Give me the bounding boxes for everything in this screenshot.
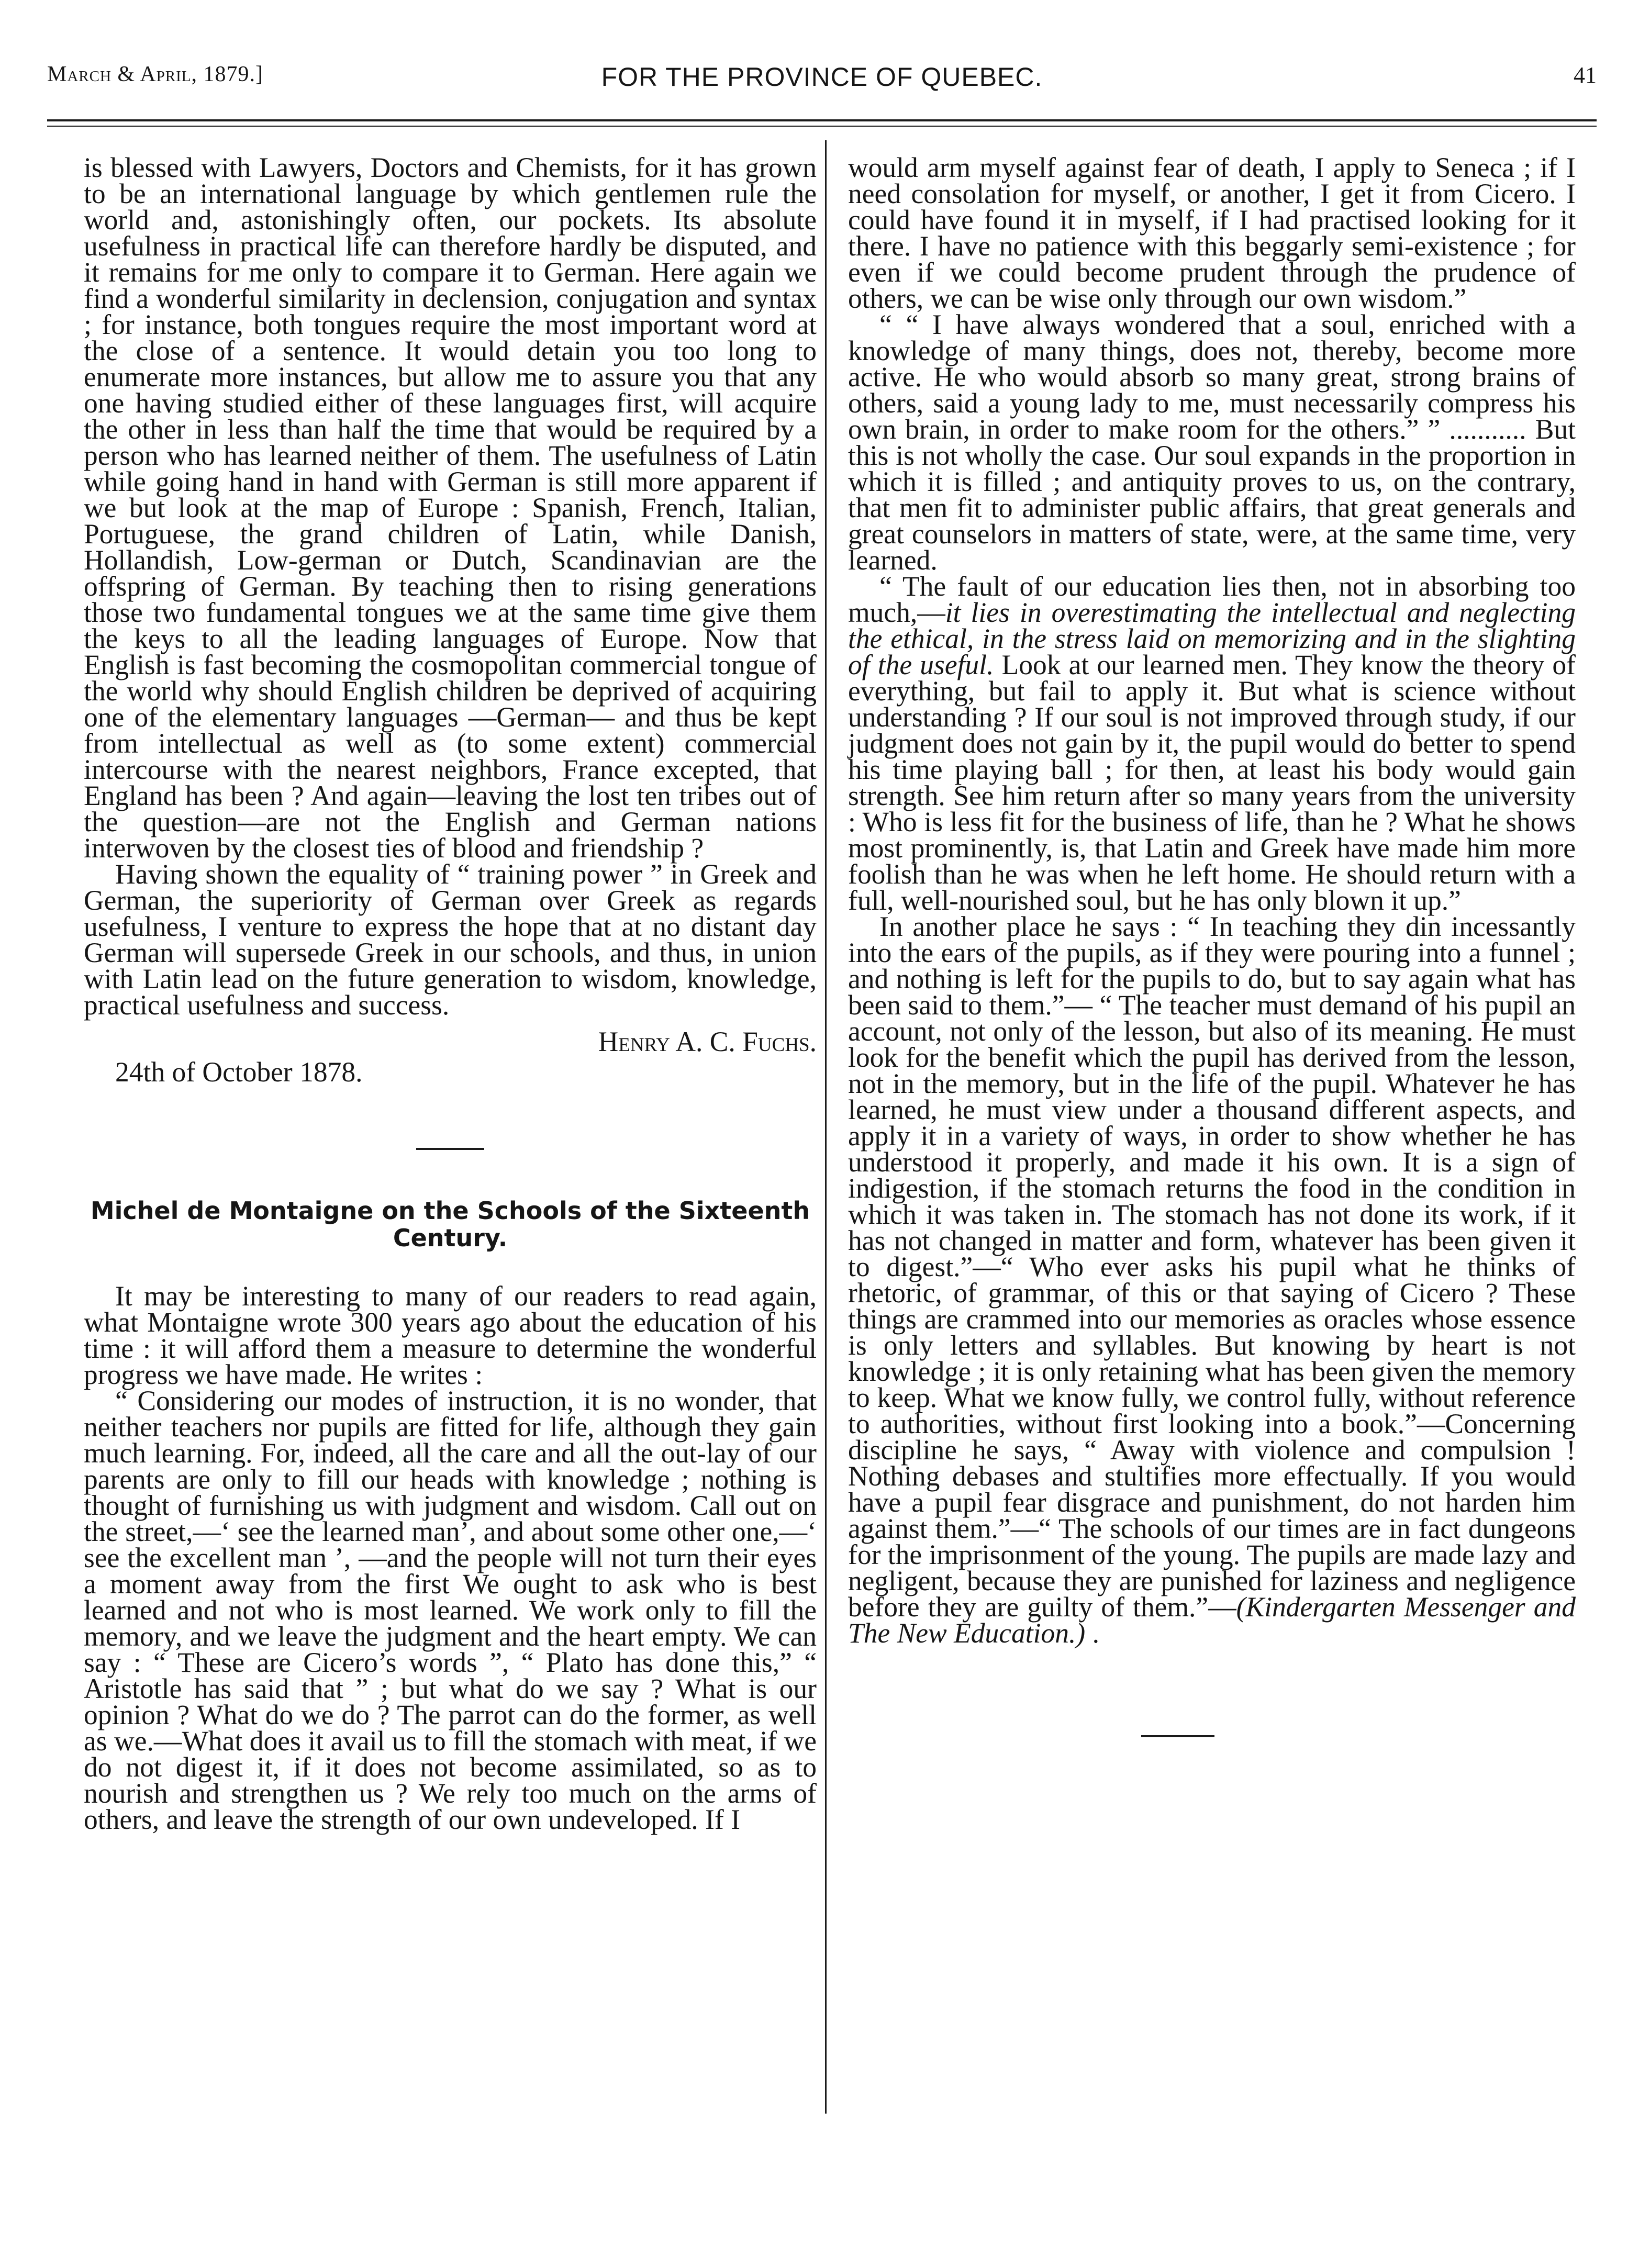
page-header — [47, 62, 1597, 109]
article-title: Michel de Montaigne on the Schools of the Sixteenth Century. — [90, 1197, 810, 1252]
end-divider — [1141, 1735, 1214, 1737]
paragraph-text: “ The fault of our education lies then, not in absorbing too much,— — [848, 571, 1576, 628]
body-paragraph — [848, 911, 1576, 1649]
page-number: 41 — [1574, 62, 1597, 88]
paragraph-text: Look at our learned men. They know the theory of everything, but fail to apply it. But what is science without understanding ? If our soul is not improved through study, if our judgment does not gain by it, the pupil would do better to spend his time playing ball ; for then, at least his body would gain strength. See him return after so many years from the university : Who is less fit for the business of life, than he ? What he shows most prominently, is, that Latin and Greek have made him more foolish than he was when he left home. He should return with a full, well-nourished soul, but he has only blown it up.” — [848, 649, 1576, 916]
body-paragraph: “ “ I have always wondered that a soul, enriched with a knowledge of many things, does not, thereby, become more active. He who would absorb so many great, strong brains of others, said a young lady to me, must necessarily compress his own brain, in order to make room for the others.” ” ........... But this is not wholly the case. Our soul expands in the proportion in which it is filled ; and antiquity proves to us, on the contrary, that men fit to administer public affairs, that great generals and great counselors in matters of state, were, at the same time, very learned. — [848, 309, 1576, 576]
citation-end: . — [1085, 1617, 1099, 1649]
paragraph-text: In another place he says : “ In teaching they din incessantly into the ears of the pupils, as if they were pouring into a funnel ; and nothing is left for the pupils to do, but to say again what has been said to them.”— “ The teacher must demand of his pupil an account, not only of the lesson, but also of its meaning. He must look for the benefit which the pupil has derived from the lesson, not in the memory, but in the life of the pupil. Whatever he has learned, he must view under a thousand different aspects, and apply it in a variety of ways, in order to show whether he has understood it properly, and made it his own. It is a sign of indigestion, if the stomach returns the food in the condition in which it was taken in. The stomach has not done its work, if it has not changed in matter and form, whatever has been given it to digest.”—“ Who ever asks his pupil what he thinks of rhetoric, of grammar, of this or that saying of Cicero ? These things are crammed into our memories as oracles whose essence is only letters and syllables. But knowing by heart is not knowledge ; it is only retaining what has been given the memory to keep. What we know fully, we control fully, without reference to authorities, without first looking into a book.”—Concerning discipline he says, “ Away with violence and compulsion ! Nothing debases and stultifies more effectually. If you would have a pupil fear disgrace and punishment, do not harden him against them.”—“ The schools of our times are in fact dungeons for the imprisonment of the young. The pupils are made lazy and negligent, because they are punished for laziness and negligence before they are guilty of them.”— — [848, 911, 1576, 1623]
emphasis-text: it lies in overestimating the intellectual and neglecting the ethical, in the stress laid on memorizing and in the slighting of the useful. — [848, 597, 1576, 680]
body-paragraph: “ Considering our modes of instruction, it is no wonder, that neither teachers nor pupils are fitted for life, although they gain much learning. For, indeed, all the care and all the out-lay of our parents are only to fill our heads with knowledge ; nothing is thought of furnishing us with judgment and wisdom. Call out on the street,—‘ see the learned man’, and about some other one,—‘ see the excellent man ’, —and the people will not turn their eyes a moment away from the first We ought to ask who is best learned and not who is most learned. We work only to fill the memory, and we leave the judgment and the heart empty. We can say : “ These are Cicero’s words ”, “ Plato has done this,” “ Aristotle has said that ” ; but what do we say ? What is our opinion ? What do we do ? The parrot can do the former, as well as we.—What does it avail us to fill the stomach with meat, if we do not digest it, if it does not become assimilated, so as to nourish and strengthen us ? We rely too much on the arms of others, and leave the strength of our own undeveloped. If I — [84, 1385, 817, 1835]
author-signature: Henry A. C. Fuchs. — [598, 1026, 817, 1057]
body-paragraph — [848, 571, 1576, 916]
body-paragraph: is blessed with Lawyers, Doctors and Chemists, for it has grown to be an international language by which gentlemen rule the world and, astonishingly often, our pockets. Its absolute usefulness in practical life can therefore hardly be disputed, and it remains for me only to compare it to German. Here again we find a wonderful similarity in declension, conjugation and syntax ; for instance, both tongues require the most important word at the close of a sentence. It would detain you too long to enumerate more instances, but allow me to assure you that any one having studied either of these languages first, will acquire the other in less than half the time that would be required by a person who has learned neither of them. The usefulness of Latin while going hand in hand with German is still more apparent if we but look at the map of Europe : Spanish, French, Italian, Portuguese, the grand children of Latin, while Danish, Hollandish, Low-german or Dutch, Scandinavian are the offspring of German. By teaching then to rising generations those two fundamental tongues we at the same time give them the keys to all the leading languages of Europe. Now that English is fast becoming the cosmopolitan commercial tongue of the world why should English children be deprived of acquiring one of the elementary languages —German— and thus be kept from intellectual as well as (to some extent) commercial intercourse with the nearest neighbors, France excepted, that England has been ? And again—leaving the lost ten tribes out of the question—are not the English and German nations interwoven by the closest ties of blood and friendship ? — [84, 152, 817, 864]
running-title: FOR THE PROVINCE OF QUEBEC. — [601, 62, 1043, 92]
body-paragraph: It may be interesting to many of our readers to read again, what Montaigne wrote 300 years ago about the education of his time : it will afford them a measure to determine the wonderful progress we have made. He writes : — [84, 1280, 817, 1390]
letter-date: 24th of October 1878. — [115, 1056, 363, 1088]
column-separator — [825, 140, 827, 2114]
header-rule-thick — [47, 119, 1597, 121]
header-date: March & April, 1879.] — [47, 62, 263, 86]
body-paragraph: would arm myself against fear of death, I apply to Seneca ; if I need consolation for myself, or another, I get it from Cicero. I could have found it in myself, if I had practised looking for it there. I have no patience with this beggarly semi-existence ; for even if we could become prudent through the prudence of others, we can be wise only through our own wisdom.” — [848, 152, 1576, 314]
body-paragraph: Having shown the equality of “ training power ” in Greek and German, the superiority of German over Greek as regards usefulness, I venture to express the hope that at no distant day German will supersede Greek in our schools, and thus, in union with Latin lead on the future generation to wisdom, knowledge, practical usefulness and success. — [84, 858, 817, 1021]
right-column — [848, 154, 1576, 1737]
section-divider — [416, 1148, 484, 1150]
header-rule-thin — [47, 126, 1597, 127]
source-citation: (Kindergarten Messenger and The New Education.) — [848, 1591, 1576, 1649]
left-column — [84, 154, 817, 1833]
